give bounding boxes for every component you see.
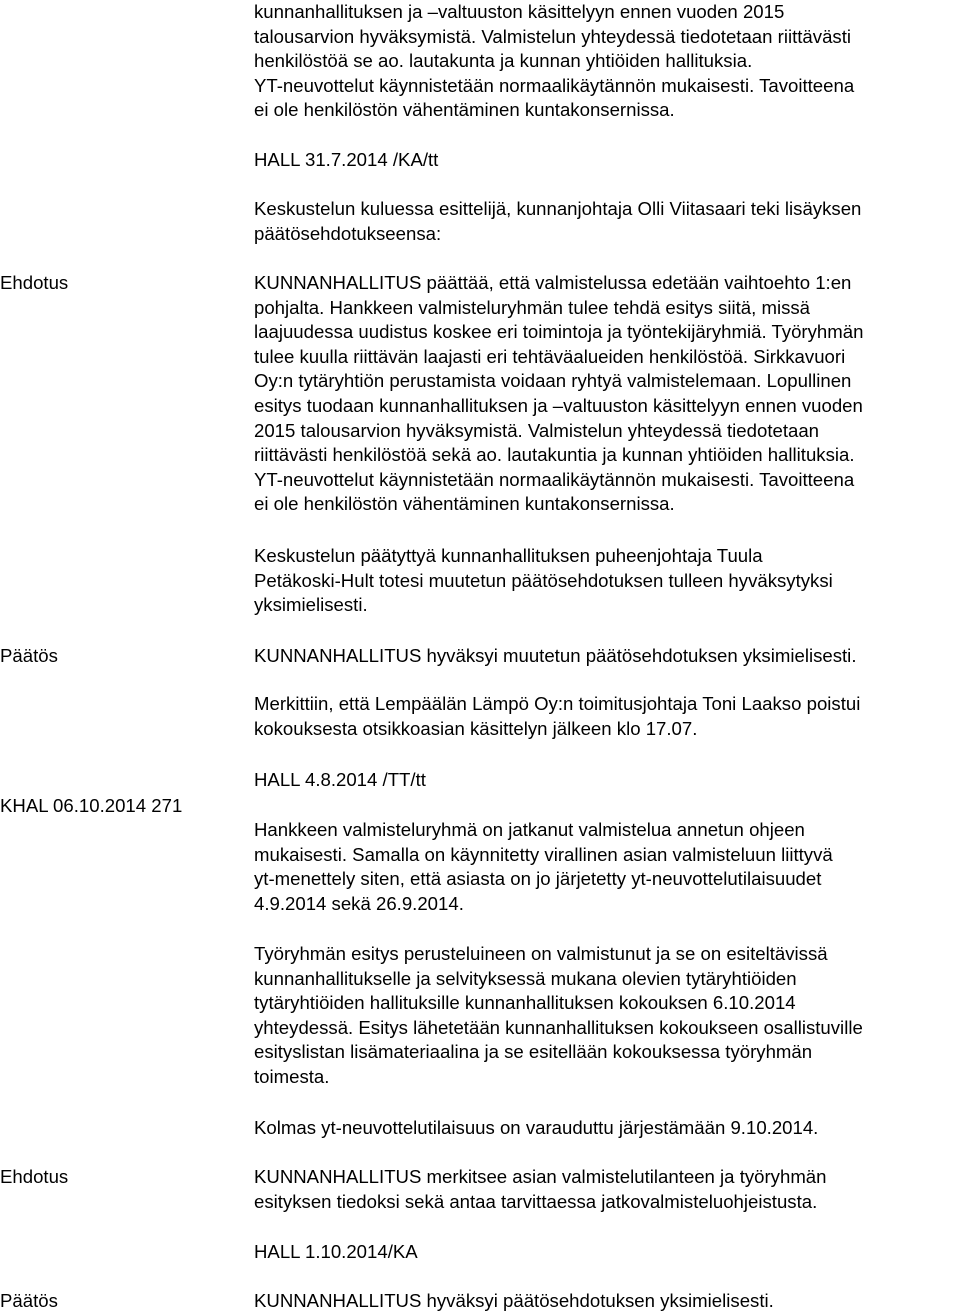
text-line: YT-neuvottelut käynnistetään normaalikäytännön mukaisesti. Tavoitteena bbox=[254, 468, 855, 490]
text-line: tulee kuulla riittävän laajasti eri tehtäväalueiden henkilöstöä. Sirkkavuori bbox=[254, 345, 846, 367]
proposal-label: Ehdotus bbox=[0, 1166, 69, 1187]
text-line: esitys tuodaan kunnanhallituksen ja –valtuuston käsittelyyn ennen vuoden bbox=[254, 395, 863, 416]
text-line: KUNNANHALLITUS päättää, että valmistelussa edetään vaihtoehto 1:en bbox=[254, 272, 852, 293]
text-line: päätösehdotukseensa: bbox=[254, 222, 442, 244]
hall-reference: HALL 1.10.2014/KA bbox=[254, 1241, 418, 1262]
text-line: Petäkoski-Hult totesi muutetun päätösehdotuksen tulleen hyväksytyksi bbox=[254, 569, 833, 591]
third-negotiation-text: Kolmas yt-neuvottelutilaisuus on varauduttu järjestämään 9.10.2014. bbox=[254, 1117, 819, 1138]
decision-label: Päätös bbox=[0, 1290, 58, 1311]
text-line: YT-neuvottelut käynnistetään normaalikäytännön mukaisesti. Tavoitteena bbox=[254, 74, 855, 96]
decision-text: KUNNANHALLITUS hyväksyi päätösehdotuksen yksimielisesti. bbox=[254, 1290, 774, 1311]
text-line: KUNNANHALLITUS merkitsee asian valmistelutilanteen ja työryhmän bbox=[254, 1166, 827, 1187]
text-line: Merkittiin, että Lempäälän Lämpö Oy:n toimitusjohtaja Toni Laakso poistui bbox=[254, 693, 861, 714]
text-line: toimesta. bbox=[254, 1066, 330, 1087]
text-line: kunnanhallitukselle ja selvityksessä mukana olevien tytäryhtiöiden bbox=[254, 967, 797, 989]
text-line: talousarvion hyväksymistä. Valmistelun yhteydessä tiedotetaan riittävästi bbox=[254, 25, 852, 47]
text-line: laajuudessa uudistus koskee eri toimintoja ja työntekijäryhmiä. Työryhmän bbox=[254, 321, 864, 343]
section-reference: KHAL 06.10.2014 271 bbox=[0, 795, 183, 816]
text-line: Hankkeen valmisteluryhmä on jatkanut valmistelua annetun ohjeen bbox=[254, 819, 805, 840]
decision-label: Päätös bbox=[0, 645, 58, 666]
text-line: henkilöstöä se ao. lautakunta ja kunnan yhtiöiden hallituksia. bbox=[254, 50, 753, 72]
text-line: yksimielisesti. bbox=[254, 594, 368, 616]
text-line: Keskustelun kuluessa esittelijä, kunnanjohtaja Olli Viitasaari teki lisäyksen bbox=[254, 198, 862, 219]
decision-text: KUNNANHALLITUS hyväksyi muutetun päätösehdotuksen yksimielisesti. bbox=[254, 645, 857, 666]
text-line: kokouksesta otsikkoasian käsittelyn jälkeen klo 17.07. bbox=[254, 717, 698, 739]
text-line: mukaisesti. Samalla on käynnitetty virallinen asian valmisteluun liittyvä bbox=[254, 843, 833, 865]
text-line: esityksen tiedoksi sekä antaa tarvittaessa jatkovalmisteluohjeistusta. bbox=[254, 1190, 818, 1212]
text-line: tytäryhtiöiden hallituksille kunnanhallituksen kokouksen 6.10.2014 bbox=[254, 992, 796, 1014]
text-line: esityslistan lisämateriaalina ja se esitellään kokouksessa työryhmän bbox=[254, 1041, 813, 1063]
text-line: pohjalta. Hankkeen valmisteluryhmän tulee tehdä esitys siitä, missä bbox=[254, 296, 811, 318]
text-line: ei ole henkilöstön vähentäminen kuntakonsernissa. bbox=[254, 493, 675, 515]
text-line: Työryhmän esitys perusteluineen on valmistunut ja se on esiteltävissä bbox=[254, 943, 828, 964]
text-line: yt-menettely siten, että asiasta on jo järjetetty yt-neuvottelutilaisuudet bbox=[254, 868, 822, 890]
text-line: 4.9.2014 sekä 26.9.2014. bbox=[254, 892, 464, 914]
text-line: ei ole henkilöstön vähentäminen kuntakonsernissa. bbox=[254, 99, 675, 121]
text-line: yhteydessä. Esitys lähetetään kunnanhallituksen kokoukseen osallistuville bbox=[254, 1016, 863, 1038]
text-line: riittävästi henkilöstöä sekä ao. lautakuntia ja kunnan yhtiöiden hallituksia. bbox=[254, 444, 855, 466]
proposal-label: Ehdotus bbox=[0, 272, 69, 293]
text-line: Oy:n tytäryhtiön perustamista voidaan ryhtyä valmistelemaan. Lopullinen bbox=[254, 370, 852, 392]
text-line: Keskustelun päätyttyä kunnanhallituksen puheenjohtaja Tuula bbox=[254, 545, 763, 566]
hall-reference: HALL 31.7.2014 /KA/tt bbox=[254, 148, 439, 170]
text-line: kunnanhallituksen ja –valtuuston käsittelyyn ennen vuoden 2015 bbox=[254, 1, 785, 22]
text-line: 2015 talousarvion hyväksymistä. Valmistelun yhteydessä tiedotetaan bbox=[254, 419, 820, 441]
hall-reference: HALL 4.8.2014 /TT/tt bbox=[254, 769, 426, 790]
